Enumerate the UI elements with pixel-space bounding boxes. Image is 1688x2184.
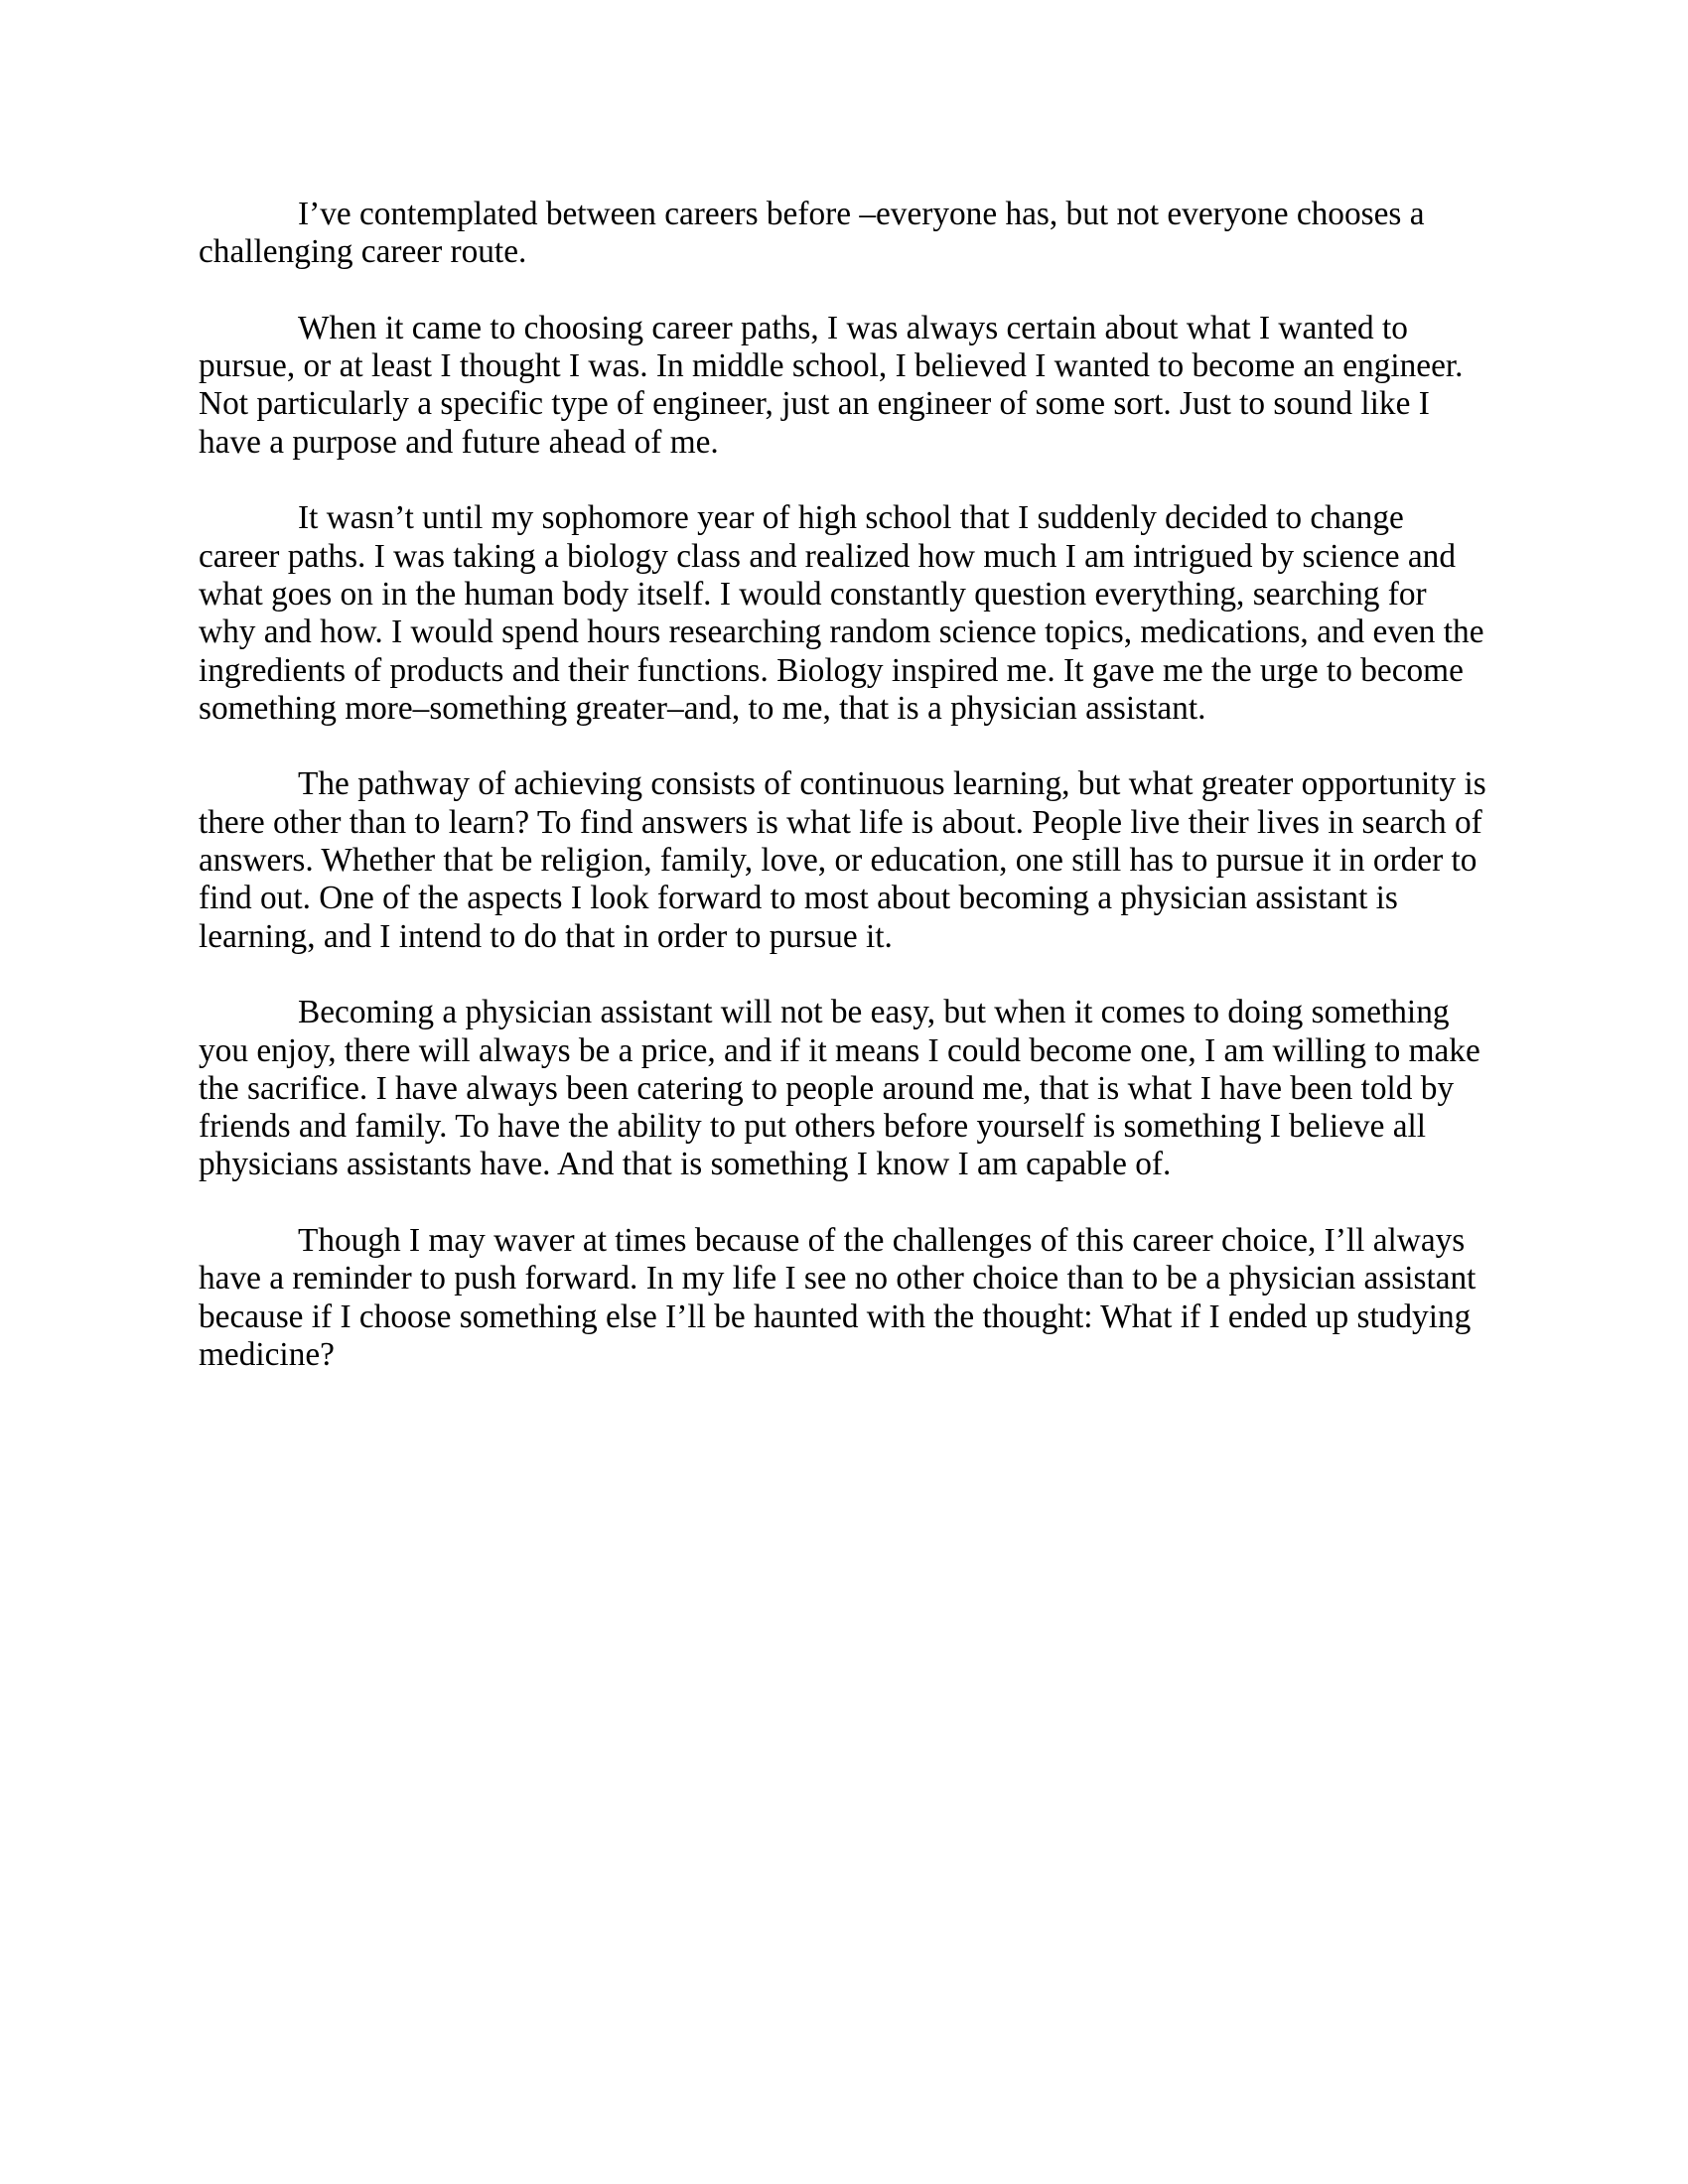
paragraph-choosing-paths: When it came to choosing career paths, I was always certain about what I wanted to pursue, or at least I thought I was. In middle school, I believed I wanted to become an engineer. Not particularly a specific type of engineer, just an engineer of some sort. Just to sound like I have a purpose and future ahead of me. [199,309,1464,461]
paragraph-pathway-learning: The pathway of achieving consists of continuous learning, but what greater opportunity is there other than to learn? To find answers is what life is about. People live their lives in search of answers. Whether that be religion, family, love, or education, one still has to pursue it in order to find out. One of the aspects I look forward to most about becoming a physician assistant is learning, and I intend to do that in order to pursue it. [199,765,1486,955]
paragraph-conclusion: Though I may waver at times because of the challenges of this career choice, I’ll always have a reminder to push forward. In my life I see no other choice than to be a physician assistant because if I choose something else I’ll be haunted with the thought: What if I ended up studying medicine? [199,1222,1477,1373]
paragraph-sophomore-year: It wasn’t until my sophomore year of high school that I suddenly decided to change career paths. I was taking a biology class and realized how much I am intrigued by science and what goes on in the human body itself. I would constantly question everything, searching for why and how. I would spend hours researching random science topics, medications, and even the ingredients of products and their functions. Biology inspired me. It gave me the urge to become something more–something greater–and, to me, that is a physician assistant. [199,499,1484,727]
paragraph-sacrifice: Becoming a physician assistant will not be easy, but when it comes to doing something you enjoy, there will always be a price, and if it means I could become one, I am willing to make the sacrifice. I have always been catering to people around me, that is what I have been told by friends and family. To have the ability to put others before yourself is something I believe all physicians assistants have. And that is something I know I am capable of. [199,994,1480,1183]
paragraph-intro: I’ve contemplated between careers before –everyone has, but not everyone chooses a challenging career route. [199,196,1425,271]
essay-body [199,196,1489,1374]
